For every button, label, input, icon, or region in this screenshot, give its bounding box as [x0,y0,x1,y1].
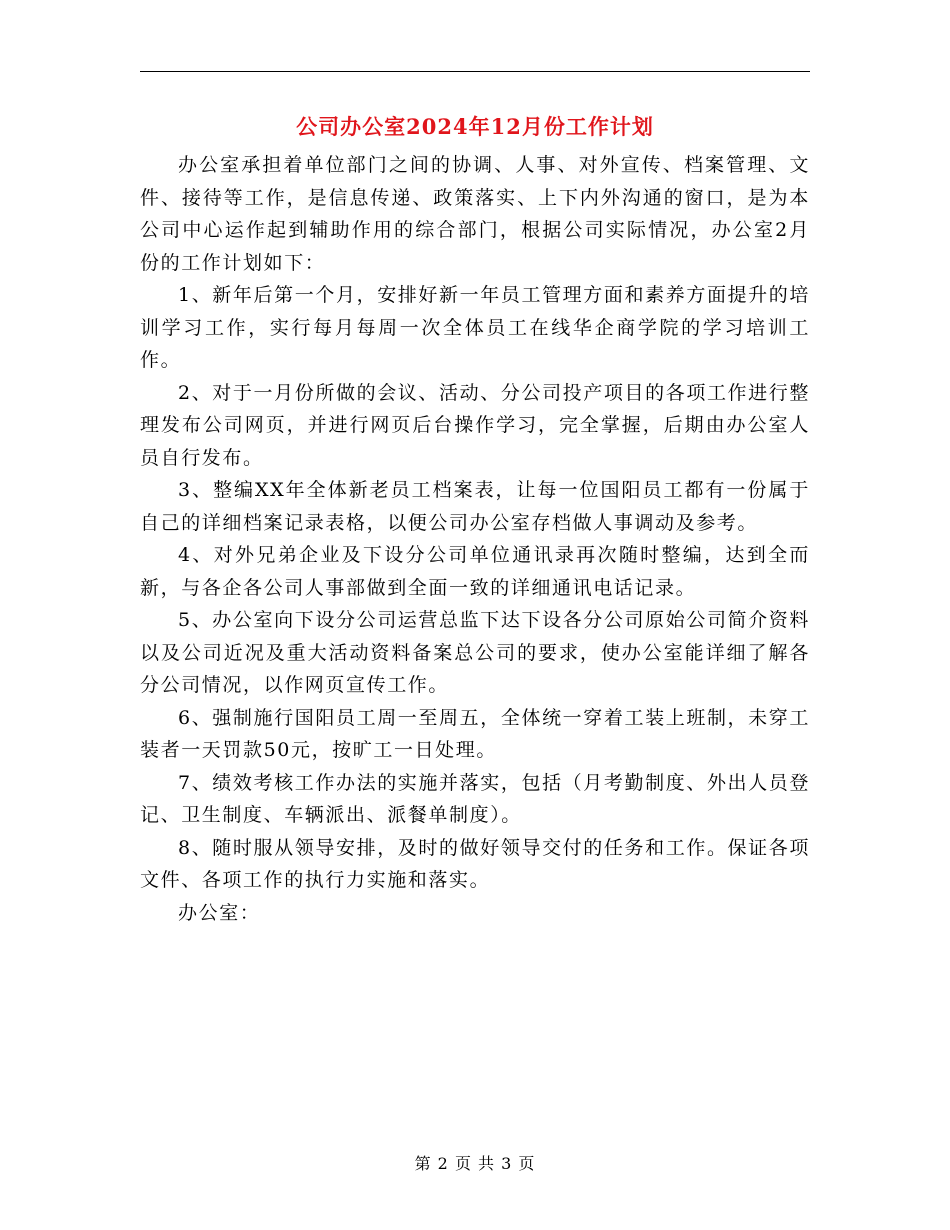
document-title: 公司办公室2024年12月份工作计划 [296,114,654,139]
plan-item-5: 5、办公室向下设分公司运营总监下达下设各分公司原始公司简介资料以及公司近况及重大活动资料备案总公司的要求，使办公室能详细了解各分公司情况，以作网页宣传工作。 [140,609,810,696]
plan-item-2: 2、对于一月份所做的会议、活动、分公司投产项目的各项工作进行整理发布公司网页，并进行网页后台操作学习，完全掌握，后期由办公室人员自行发布。 [140,381,810,469]
plan-item-6: 6、强制施行国阳员工周一至周五，全体统一穿着工装上班制，未穿工装者一天罚款50元，按旷工一日处理。 [140,706,810,761]
header-rule [140,71,810,72]
plan-item-7: 7、绩效考核工作办法的实施并落实，包括（月考勤制度、外出人员登记、卫生制度、车辆派出、派餐单制度）。 [140,771,810,826]
page-footer: 第 2 页 共 3 页 [414,1154,536,1173]
plan-item-1: 1、新年后第一个月，安排好新一年员工管理方面和素养方面提升的培训学习工作，实行每月每周一次全体员工在线华企商学院的学习培训工作。 [140,284,810,371]
document-body [140,149,810,929]
plan-item-3: 3、整编XX年全体新老员工档案表，让每一位国阳员工都有一份属于自己的详细档案记录表格，以便公司办公室存档做人事调动及参考。 [140,479,810,534]
plan-item-8: 8、随时服从领导安排，及时的做好领导交付的任务和工作。保证各项文件、各项工作的执行力实施和落实。 [140,836,810,891]
signature-line: 办公室： [178,901,261,924]
plan-item-4: 4、对外兄弟企业及下设分公司单位通讯录再次随时整编，达到全而新，与各企各公司人事部做到全面一致的详细通讯电话记录。 [140,544,810,599]
intro-paragraph: 办公室承担着单位部门之间的协调、人事、对外宣传、档案管理、文件、接待等工作，是信息传递、政策落实、上下内外沟通的窗口，是为本公司中心运作起到辅助作用的综合部门，根据公司实际情况，办公室2月份的工作计划如下： [140,154,810,274]
